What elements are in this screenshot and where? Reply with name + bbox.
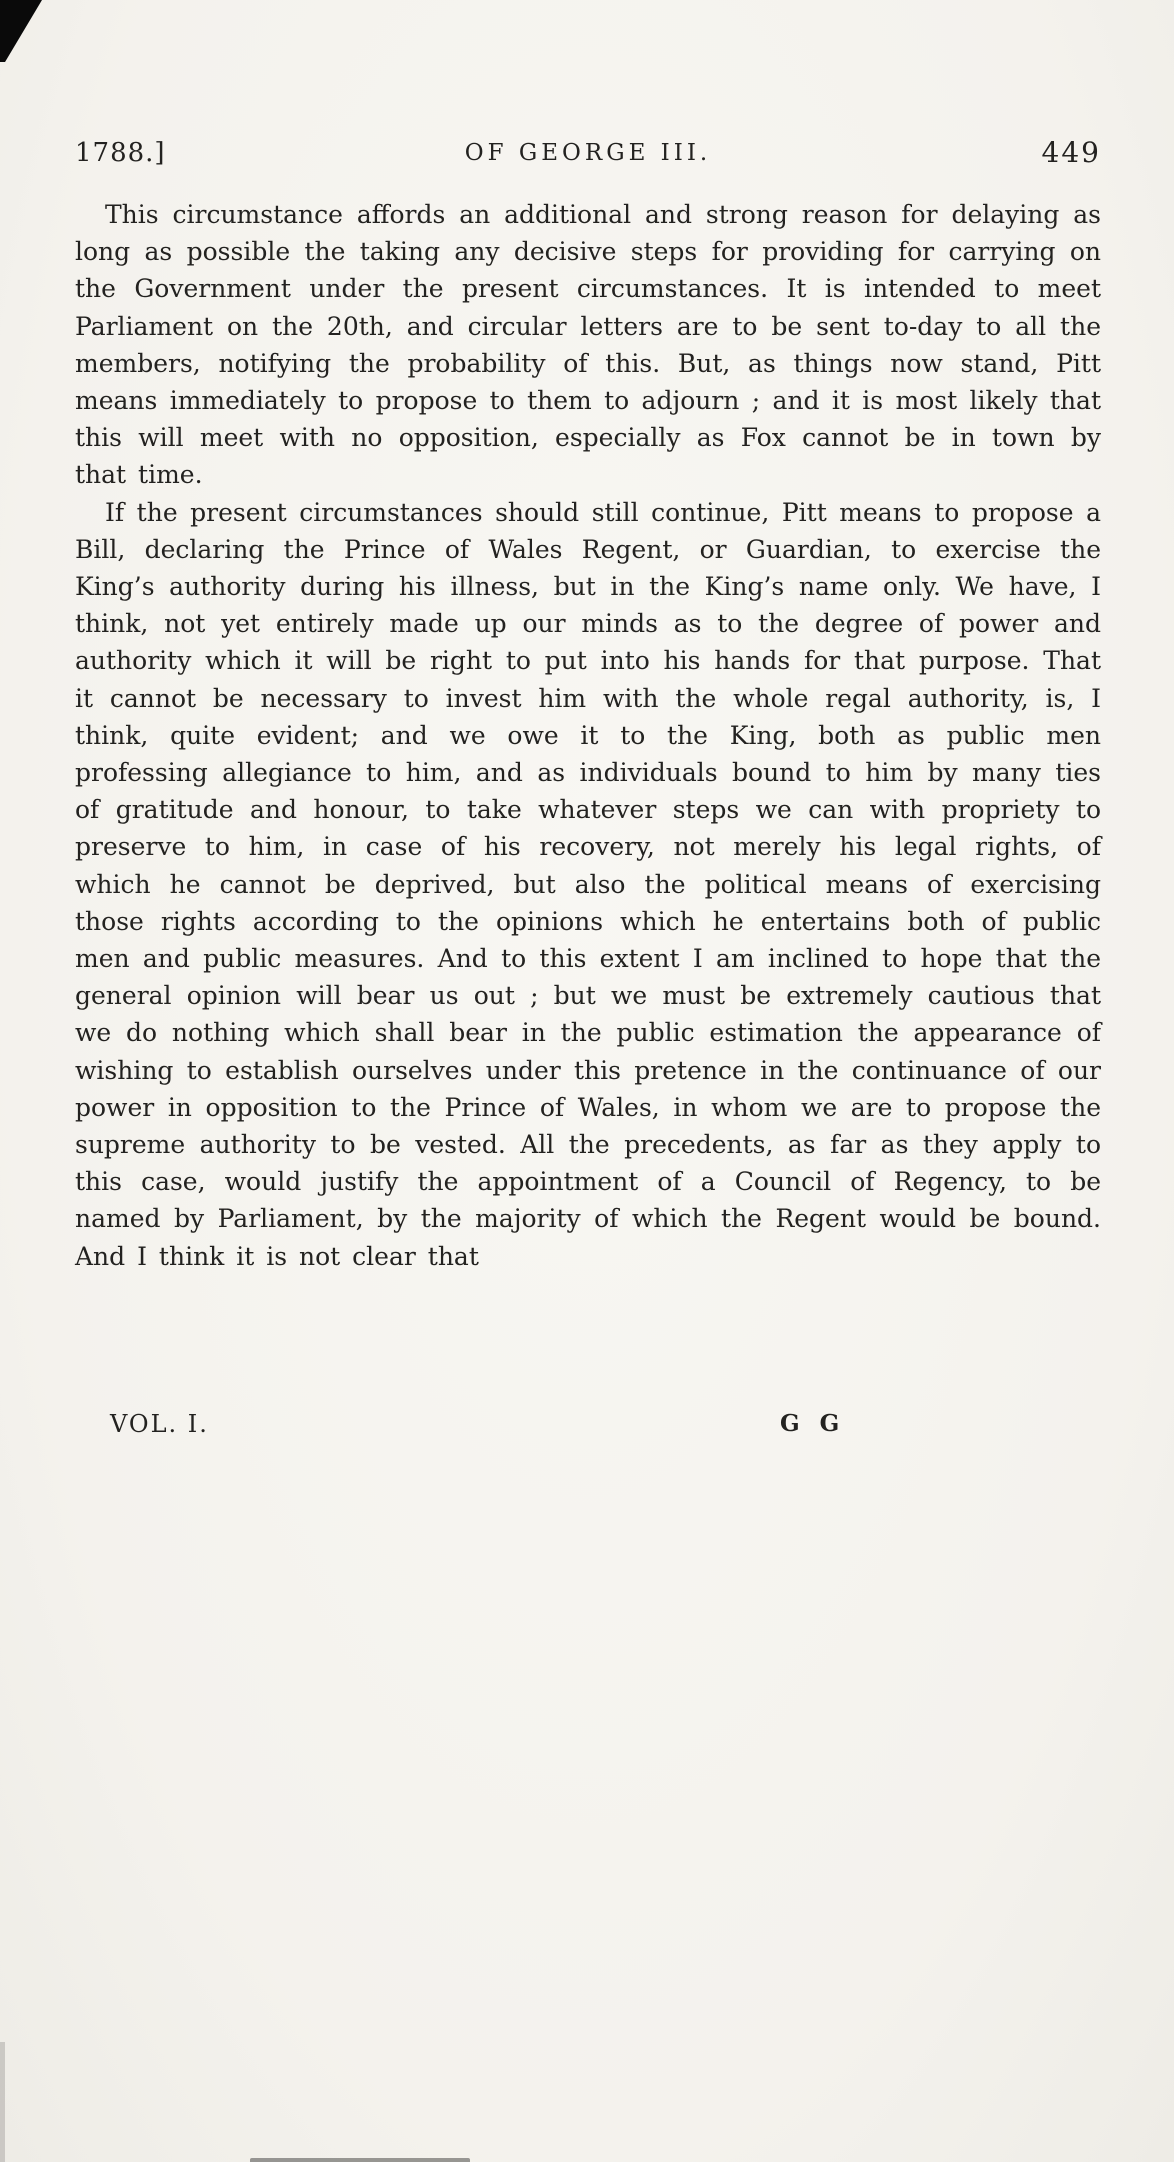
header-page-number: 449 (1041, 136, 1101, 169)
paragraph: This circumstance affords an additional and strong reason for delaying as long as possible the taking any decisive steps for providing for carrying on the Government under the present circumstances. It is intended to meet Parliament on the 20th, and circular letters are to be sent to-day to all the members, notifying the probability of this. But, as things now stand, Pitt means immediately to propose to them to adjourn ; and it is most likely that this will meet with no opposition, especially as Fox cannot be in town by that time. (75, 200, 1101, 490)
scan-artifact-left (0, 2042, 5, 2162)
running-header (75, 136, 1101, 170)
scan-corner-mark (0, 0, 42, 62)
footer-signature-mark: G G (780, 1410, 846, 1437)
page-footer (75, 1410, 1101, 1444)
header-title: OF GEORGE III. (464, 140, 712, 166)
paragraph: If the present circumstances should still continue, Pitt means to propose a Bill, declaring the Prince of Wales Regent, or Guardian, to exercise the King’s authority during his illness, but in the King’s name only. We have, I think, not yet entirely made up our minds as to the degree of power and authority which it will be right to put into his hands for that purpose. That it cannot be necessary to invest him with the whole regal authority, is, I think, quite evident; and we owe it to the King, both as public men professing allegiance to him, and as individuals bound to him by many ties of gratitude and honour, to take whatever steps we can with propriety to preserve to him, in case of his recovery, not merely his legal rights, of which he cannot be deprived, but also the political means of exercising those rights according to the opinions which he entertains both of public men and public measures. And to this extent I am inclined to hope that the general opinion will bear us out ; but we must be extremely cautious that we do nothing which shall bear in the public estimation the appearance of wishing to establish ourselves under this pretence in the continuance of our power in opposition to the Prince of Wales, in whom we are to propose the supreme authority to be vested. All the precedents, as far as they apply to this case, would justify the appointment of a Council of Regency, to be named by Parliament, by the majority of which the Regent would be bound. And I think it is not clear that (75, 497, 1101, 1271)
scan-artifact-bottom (250, 2158, 470, 2162)
header-date: 1788.] (75, 138, 166, 168)
footer-volume: VOL. I. (110, 1410, 209, 1438)
page-body (75, 196, 1101, 1275)
